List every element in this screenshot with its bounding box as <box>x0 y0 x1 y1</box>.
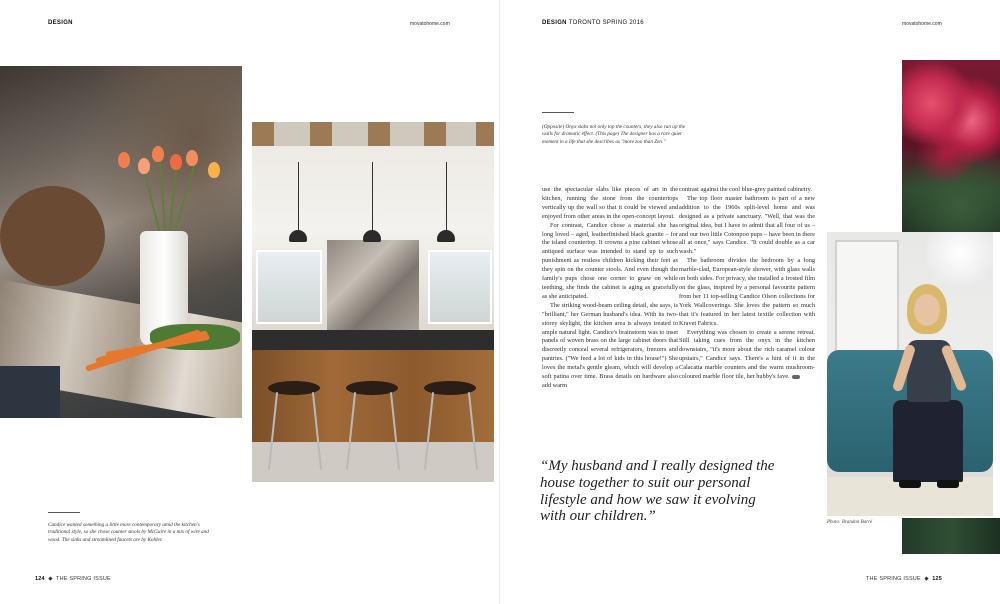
top-caption: (Opposite) Onyx slabs not only top the counters, they also run up the walls for dramatic effect. (This page) The designer has a rare quiet moment in a life that she describes as "more zoo than Zen." <box>542 124 686 145</box>
folio-title: THE SPRING ISSUE <box>56 576 111 582</box>
folio-title: THE SPRING ISSUE <box>866 576 921 582</box>
article-paragraph: contrast against the cool blue-grey painted cabinetry. <box>679 186 812 193</box>
article-paragraph: The top floor master bathroom is part of a new addition to the 1960s split-level home and was designed as a private sanctuary. "Well, that was the original idea, but I have to admit that all four of us – and our two little Cotonpoo pups – have been in there all at once," says Candice. "It could double as a car wash." <box>679 194 815 256</box>
page-number: 125 <box>932 576 942 582</box>
onyx-backsplash <box>327 240 419 340</box>
article-paragraph <box>679 329 815 382</box>
hydrangea-photo <box>902 60 1000 232</box>
site-url[interactable]: movatohome.com <box>410 21 450 27</box>
wood-beam <box>310 122 332 146</box>
article-column-2 <box>679 186 815 382</box>
folio-bullet: ◆ <box>922 576 931 582</box>
blue-grey-cabinet <box>0 366 60 418</box>
pendant-light <box>363 230 381 242</box>
article-paragraph: use the spectacular slabs like pieces of art in the kitchen, running the stone from the countertops vertically up the wall so that it could be viewed and enjoyed from other areas in the open-concept layout. <box>542 186 678 220</box>
article-paragraph-text: Everything was chosen to create a serene retreat. Still taking cues from the onyx in the kitchen downstairs, "it's more about the rich caramel colour upstairs," Candice says. There's a hint of it in the Calacatta marble counters and the warm mushroom-coloured marble floor tile, her hubby's fave. <box>679 328 815 381</box>
article-paragraph: For contrast, Candice chose a material she has long loved – aged, leatherfinished black granite – for the island countertop. It crowns a pine cabinet whose antiqued surface was intended to stand up to such punishment as restless children kicking their feet as they spin on the counter stools. And even though the family's pups chose one corner to gnaw on while teething, she finds the cabinet is aging as gracefully as she anticipated. <box>542 221 678 300</box>
wood-beam <box>476 122 494 146</box>
caption-rule <box>48 512 80 513</box>
wood-beam <box>368 122 390 146</box>
tulip-flower <box>186 150 198 166</box>
tulip-flower <box>138 158 150 174</box>
tulip-flower <box>152 146 164 162</box>
tulip-flower <box>170 154 182 170</box>
right-page <box>500 0 1000 604</box>
page-number: 124 <box>35 576 45 582</box>
pendant-light <box>437 230 455 242</box>
folio <box>866 576 942 582</box>
pendant-cord <box>372 162 373 232</box>
caption-rule <box>542 112 574 113</box>
folio-bullet: ◆ <box>46 576 55 582</box>
section-label <box>542 20 644 26</box>
granite-island-top <box>252 330 494 350</box>
cutting-board <box>0 186 105 286</box>
designer-portrait-photo <box>827 232 993 516</box>
floor <box>252 442 494 482</box>
pendant-light <box>289 230 307 242</box>
issue-label: TORONTO SPRING 2016 <box>568 20 644 26</box>
photo-credit: Photo: Brandon Barré <box>827 520 873 525</box>
tulip-stem <box>159 162 167 242</box>
pendant-cord <box>298 162 299 232</box>
folio <box>35 576 111 582</box>
designer-face <box>914 294 940 326</box>
wood-beam <box>424 122 446 146</box>
article-paragraph: The bathroom divides the bedroom by a long marble-clad, European-style shower, with glass walls on both sides. For privacy, she installed a frosted film on the glass, inspired by a personal favourite pattern from her 11 top-selling Candice Olson collections for York Wallcoverings. She loves the pattern so much that it's featured in her latest textile collection with Kravet Fabrics. <box>679 257 815 327</box>
pine-island-cabinet <box>252 350 494 442</box>
shoe <box>899 480 921 488</box>
kitchen-island-photo <box>252 122 494 482</box>
site-url[interactable]: movatohome.com <box>902 21 942 27</box>
tulip-flower <box>118 152 130 168</box>
pendant-cord <box>446 162 447 232</box>
shoe <box>937 480 959 488</box>
designer-legs <box>893 400 963 482</box>
tulip-flower <box>208 162 220 178</box>
section-name: DESIGN <box>542 20 567 26</box>
section-label: DESIGN <box>48 20 73 26</box>
pull-quote: “My husband and I really designed the house together to suit our personal lifestyle and how we saw it evolving with our children.” <box>540 458 775 525</box>
end-mark-icon <box>792 375 800 379</box>
article-paragraph: The striking wood-beam ceiling detail, she says, is "brilliant," her German husband's idea. With its two-storey skylight, the kitchen area is always treated to ample natural light. Candice's brainstorm was to inset panels of woven brass on the large cabinet doors that discreetly conceal several refrigerators, freezers and pantries. ("We feed a lot of kids in this house!") She loves the metal's gentle gleam, which will develop a soft patina over time. Brass details on hardware also add warm <box>542 301 678 389</box>
wood-beam <box>252 122 274 146</box>
article-column-1 <box>542 186 678 391</box>
left-caption: Candice wanted something a little more contemporary amid the kitchen's traditional style, so she chose counter stools by McGuire in a mix of wire and wood. The sinks and streamlined faucets are by Kohler. <box>48 522 209 543</box>
window <box>256 250 322 324</box>
kitchen-counter-photo <box>0 66 242 418</box>
window <box>835 240 899 364</box>
window <box>428 250 492 324</box>
greenery-photo <box>902 518 1000 554</box>
